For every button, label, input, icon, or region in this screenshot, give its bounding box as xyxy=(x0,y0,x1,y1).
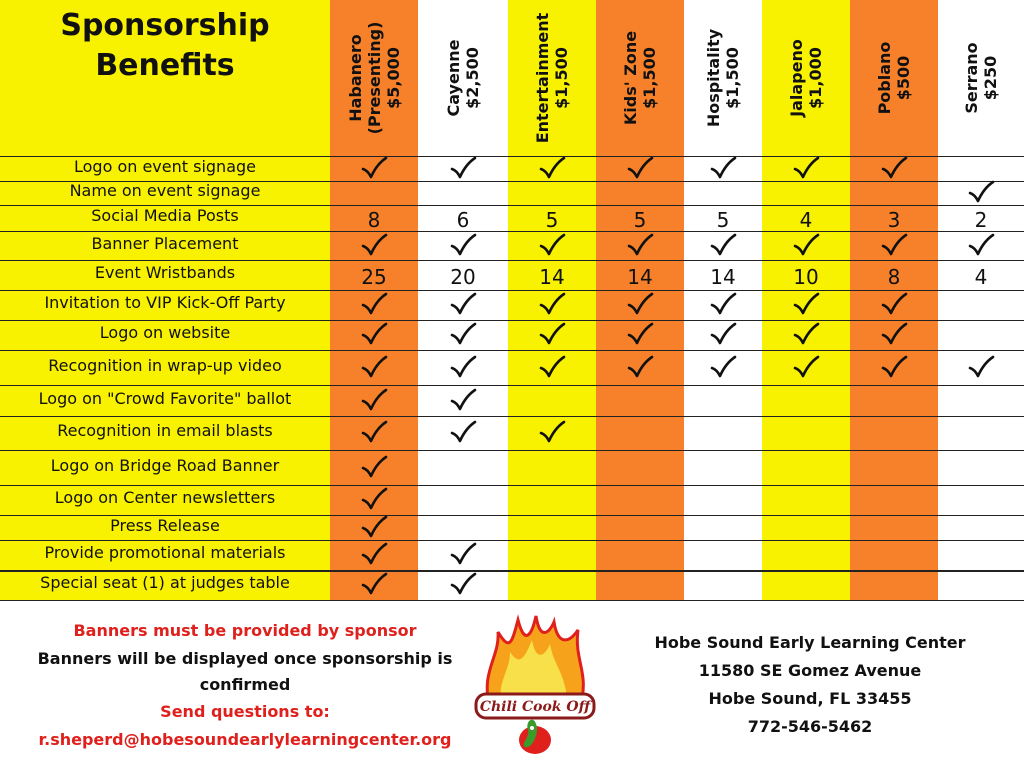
column-header xyxy=(618,3,662,153)
check-cell xyxy=(596,292,684,316)
checkmark-icon xyxy=(449,542,477,566)
checkmark-icon xyxy=(449,322,477,346)
row-label: Name on event signage xyxy=(69,181,261,200)
chili-cook-off-logo xyxy=(470,612,600,762)
count-cell: 25 xyxy=(361,265,387,289)
phone-number: 772-546-5462 xyxy=(747,717,873,736)
count-cell: 8 xyxy=(367,208,381,232)
count-cell: 5 xyxy=(545,208,559,232)
page-title: Sponsorship Benefits xyxy=(60,8,270,83)
checkmark-icon xyxy=(709,156,737,180)
check-cell xyxy=(850,322,938,346)
contact-email[interactable]: r.sheperd@hobesoundearlylearningcenter.org xyxy=(38,730,452,749)
checkmark-icon xyxy=(880,233,908,257)
checkmark-icon xyxy=(626,233,654,257)
column-header-sub: (Presenting) xyxy=(364,21,384,135)
check-cell xyxy=(596,156,684,180)
check-cell xyxy=(418,572,508,596)
count-cell: 4 xyxy=(974,265,988,289)
row-label: Special seat (1) at judges table xyxy=(40,573,290,592)
check-cell xyxy=(330,388,418,412)
column-header-name: Habanero xyxy=(345,34,365,122)
check-cell xyxy=(330,355,418,379)
checkmark-icon xyxy=(967,180,995,204)
row-label: Invitation to VIP Kick-Off Party xyxy=(44,293,286,312)
column-header xyxy=(872,3,916,153)
checkmark-icon xyxy=(360,420,388,444)
row-divider xyxy=(0,485,1024,486)
checkmark-icon xyxy=(449,572,477,596)
row-label: Logo on website xyxy=(99,323,231,342)
check-cell xyxy=(850,355,938,379)
checkmark-icon xyxy=(449,420,477,444)
count-cell: 10 xyxy=(793,265,819,289)
check-cell xyxy=(684,292,762,316)
row-label: Logo on Bridge Road Banner xyxy=(50,455,280,475)
check-cell xyxy=(850,292,938,316)
checkmark-icon xyxy=(792,322,820,346)
checkmark-icon xyxy=(626,355,654,379)
checkmark-icon xyxy=(626,156,654,180)
check-cell xyxy=(330,572,418,596)
check-cell xyxy=(508,355,596,379)
check-cell xyxy=(596,322,684,346)
checkmark-icon xyxy=(626,292,654,316)
row-divider xyxy=(0,570,1024,572)
row-label: Logo on "Crowd Favorite" ballot xyxy=(38,388,292,408)
check-cell xyxy=(596,355,684,379)
banner-note: Banners must be provided by sponsor xyxy=(73,621,417,640)
checkmark-icon xyxy=(449,388,477,412)
row-label: Logo on event signage xyxy=(73,156,256,176)
check-cell xyxy=(508,420,596,444)
checkmark-icon xyxy=(880,322,908,346)
column-header xyxy=(530,3,574,153)
row-divider xyxy=(0,600,1024,601)
checkmark-icon xyxy=(449,292,477,316)
column-header xyxy=(959,3,1003,153)
check-cell xyxy=(762,292,850,316)
count-cell: 5 xyxy=(633,208,647,232)
checkmark-icon xyxy=(360,156,388,180)
count-cell: 8 xyxy=(887,265,901,289)
checkmark-icon xyxy=(538,233,566,257)
check-cell xyxy=(418,292,508,316)
count-cell: 14 xyxy=(539,265,565,289)
check-cell xyxy=(330,156,418,180)
count-cell: 4 xyxy=(799,208,813,232)
check-cell xyxy=(418,233,508,257)
svg-text:Chili Cook Off: Chili Cook Off xyxy=(479,699,591,715)
row-label: Event Wristbands xyxy=(94,263,236,282)
check-cell xyxy=(684,322,762,346)
checkmark-icon xyxy=(792,292,820,316)
row-label: Logo on Center newsletters xyxy=(54,488,276,507)
checkmark-icon xyxy=(360,542,388,566)
checkmark-icon xyxy=(538,322,566,346)
row-divider xyxy=(0,416,1024,417)
checkmark-icon xyxy=(709,233,737,257)
checkmark-icon xyxy=(360,455,388,479)
column-header xyxy=(441,3,485,153)
column-header-price: $2,500 xyxy=(463,47,482,109)
check-cell xyxy=(684,233,762,257)
row-divider xyxy=(0,385,1024,386)
checkmark-icon xyxy=(360,292,388,316)
column-header xyxy=(345,3,403,153)
check-cell xyxy=(418,355,508,379)
checkmark-icon xyxy=(880,355,908,379)
checkmark-icon xyxy=(360,322,388,346)
checkmark-icon xyxy=(449,233,477,257)
checkmark-icon xyxy=(967,233,995,257)
check-cell xyxy=(330,292,418,316)
checkmark-icon xyxy=(538,355,566,379)
checkmark-icon xyxy=(360,515,388,539)
checkmark-icon xyxy=(360,572,388,596)
row-label: Recognition in wrap-up video xyxy=(48,355,282,375)
column-header-price: $1,500 xyxy=(640,47,659,109)
checkmark-icon xyxy=(360,487,388,511)
count-cell: 2 xyxy=(974,208,988,232)
column-header-name: Jalapeno xyxy=(787,39,806,117)
column-header-price: $1,500 xyxy=(723,47,742,109)
checkmark-icon xyxy=(792,355,820,379)
questions-label: Send questions to: xyxy=(160,702,330,721)
check-cell xyxy=(330,233,418,257)
check-cell xyxy=(762,355,850,379)
checkmark-icon xyxy=(792,233,820,257)
row-divider xyxy=(0,290,1024,291)
column-header-price: $1,500 xyxy=(552,47,571,109)
column-header-name: Hospitality xyxy=(704,28,723,128)
address-line-2: Hobe Sound, FL 33455 xyxy=(708,689,912,708)
row-divider xyxy=(0,540,1024,541)
checkmark-icon xyxy=(538,292,566,316)
check-cell xyxy=(508,292,596,316)
checkmark-icon xyxy=(709,355,737,379)
row-label: Provide promotional materials xyxy=(44,543,286,562)
count-cell: 20 xyxy=(450,265,476,289)
checkmark-icon xyxy=(538,420,566,444)
check-cell xyxy=(508,156,596,180)
column-header-price: $5,000 xyxy=(383,47,403,109)
checkmark-icon xyxy=(792,156,820,180)
row-divider xyxy=(0,260,1024,261)
check-cell xyxy=(418,420,508,444)
address-line-1: 11580 SE Gomez Avenue xyxy=(698,661,922,680)
check-cell xyxy=(418,388,508,412)
display-note-cont: confirmed xyxy=(199,675,291,694)
count-cell: 3 xyxy=(887,208,901,232)
count-cell: 14 xyxy=(627,265,653,289)
check-cell xyxy=(938,180,1024,204)
row-label: Social Media Posts xyxy=(91,206,239,225)
row-divider xyxy=(0,350,1024,351)
count-cell: 14 xyxy=(710,265,736,289)
column-header xyxy=(784,3,828,153)
column-header-price: $250 xyxy=(981,55,1000,101)
checkmark-icon xyxy=(449,156,477,180)
check-cell xyxy=(684,355,762,379)
check-cell xyxy=(762,156,850,180)
org-name: Hobe Sound Early Learning Center xyxy=(654,633,966,652)
checkmark-icon xyxy=(538,156,566,180)
check-cell xyxy=(330,487,418,511)
check-cell xyxy=(418,156,508,180)
column-header-name: Cayenne xyxy=(444,39,463,117)
checkmark-icon xyxy=(880,292,908,316)
check-cell xyxy=(762,233,850,257)
checkmark-icon xyxy=(709,322,737,346)
display-note: Banners will be displayed once sponsorship is xyxy=(37,649,453,668)
check-cell xyxy=(330,420,418,444)
check-cell xyxy=(508,233,596,257)
checkmark-icon xyxy=(880,156,908,180)
check-cell xyxy=(684,156,762,180)
check-cell xyxy=(938,355,1024,379)
check-cell xyxy=(330,542,418,566)
check-cell xyxy=(508,322,596,346)
check-cell xyxy=(330,322,418,346)
row-label: Recognition in email blasts xyxy=(57,421,273,440)
count-cell: 5 xyxy=(716,208,730,232)
column-header-price: $500 xyxy=(894,55,913,101)
check-cell xyxy=(850,156,938,180)
check-cell xyxy=(850,233,938,257)
checkmark-icon xyxy=(967,355,995,379)
row-divider xyxy=(0,320,1024,321)
check-cell xyxy=(418,322,508,346)
column-header-name: Entertainment xyxy=(533,12,552,144)
column-header-name: Serrano xyxy=(962,42,981,114)
check-cell xyxy=(938,233,1024,257)
check-cell xyxy=(762,322,850,346)
column-header-name: Kids' Zone xyxy=(621,30,640,126)
checkmark-icon xyxy=(709,292,737,316)
row-label: Press Release xyxy=(110,515,220,535)
count-cell: 6 xyxy=(456,208,470,232)
row-divider xyxy=(0,450,1024,451)
check-cell xyxy=(596,233,684,257)
column-header xyxy=(701,3,745,153)
check-cell xyxy=(418,542,508,566)
checkmark-icon xyxy=(449,355,477,379)
row-label: Banner Placement xyxy=(91,233,239,253)
checkmark-icon xyxy=(626,322,654,346)
checkmark-icon xyxy=(360,355,388,379)
checkmark-icon xyxy=(360,388,388,412)
check-cell xyxy=(330,515,418,539)
check-cell xyxy=(330,455,418,479)
column-header-price: $1,000 xyxy=(806,47,825,109)
column-header-name: Poblano xyxy=(875,41,894,115)
checkmark-icon xyxy=(360,233,388,257)
